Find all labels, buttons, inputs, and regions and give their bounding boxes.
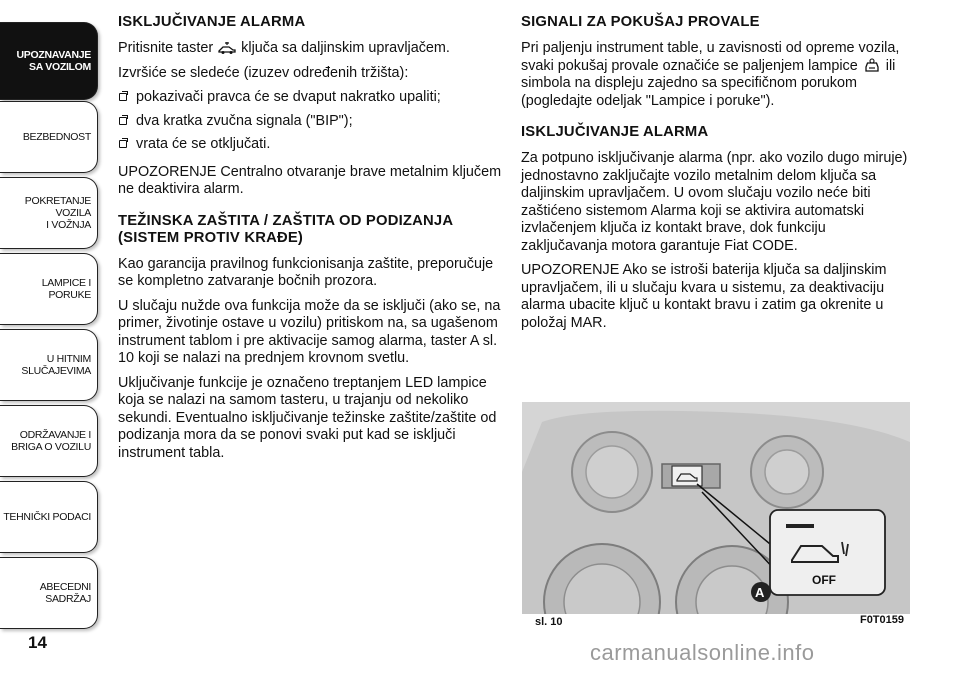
text-fragment: Pritisnite taster xyxy=(118,40,214,56)
bullet-icon xyxy=(119,117,127,125)
figure-code: F0T0159 xyxy=(859,614,904,626)
paragraph-following: Izvršiće se sledeće (izuzev određenih tržišta): xyxy=(118,64,409,81)
paragraph-intrusion xyxy=(521,40,911,110)
list-item-text: pokazivači pravca će se dvaput nakratko upaliti; xyxy=(136,89,441,105)
section-title-alarm-off-2: ISKLJUČIVANJE ALARMA xyxy=(521,124,709,140)
tab-bezbednost[interactable]: BEZBEDNOST xyxy=(0,101,98,173)
paragraph-press-key xyxy=(118,40,502,58)
left-column xyxy=(118,14,502,469)
right-column xyxy=(521,14,911,339)
list-item-text: dva kratka zvučna signala ("BIP"); xyxy=(136,112,353,129)
list-item xyxy=(118,89,502,107)
tab-hitni[interactable]: U HITNIM SLUČAJEVIMA xyxy=(0,329,98,401)
tab-odrzavanje[interactable]: ODRŽAVANJE I BRIGA O VOZILU xyxy=(0,405,98,477)
figure-caption: sl. 10 xyxy=(535,616,563,628)
text-fragment: Pri paljenju instrument table, u zavisnosti od opreme vozila, svaki pokušaj provale označiće se paljenjem lampice xyxy=(521,40,900,74)
paragraph-activation: Uključivanje funkcije je označeno treptanjem LED lampice koja se nalazi na samom tasteru, u trajanju od nekoliko sekundi. Eventualno isključivanje težinske zaštite/zaštite od podizanja mora da se ponovi svaki put kad se isključi instrument tabla. xyxy=(118,374,497,461)
text-fragment: ključa sa daljinskim upravljačem. xyxy=(241,40,450,56)
paragraph-full-off: Za potpuno isključivanje alarma (npr. ako vozilo dugo miruje) jednostavno zaključajte vozilo metalnim delom ključa sa daljinskim upravljačem. U ovom slučaju vozilo neće biti zaštićeno sistemom Alarma koji se aktivira automatski izvlačenjem ključa iz kontakt brave, dok funkciju zaključavanja motora garantuje Fiat CODE. xyxy=(521,150,908,254)
car-lock-icon xyxy=(217,41,237,55)
tab-lampice[interactable]: LAMPICE I PORUKE xyxy=(0,253,98,325)
tab-upoznavanje[interactable]: UPOZNAVANJE SA VOZILOM xyxy=(0,22,98,100)
label-a: A xyxy=(755,585,765,600)
figure-10 xyxy=(522,402,910,630)
section-title-alarm-off: ISKLJUČIVANJE ALARMA xyxy=(118,14,306,30)
warning-battery: UPOZORENJE Ako se istroši baterija ključa sa daljinskim upravljačem, ili u slučaju kvara u sistemu, za deaktivaciju alarma ubacite ključ u kontakt bravu i zatim ga okrenite u položaj MAR. xyxy=(521,262,887,331)
off-label: OFF xyxy=(812,573,836,587)
paragraph-emergency: U slučaju nužde ova funkcija može da se isključi (ako se, na primer, životinje ostave u vozilu) pritiskom na, sa ugašenom instrument tablom i pre aktivacije samog alarma, taster A sl. 10 koji se nalazi na prednjem krovnom svetlu. xyxy=(118,297,501,366)
paragraph-guarantee: Kao garancija pravilnog funkcionisanja zaštite, preporučuje se kompletno zatvaranje bočnih prozora. xyxy=(118,255,494,289)
alarm-lamp-icon xyxy=(862,58,882,74)
tab-pokretanje[interactable]: POKRETANJE VOZILA I VOŽNJA xyxy=(0,177,98,249)
bullet-icon xyxy=(119,140,127,148)
list-item xyxy=(118,136,502,154)
list-item-text: vrata će se otključati. xyxy=(136,136,271,152)
tab-abecedni[interactable]: ABECEDNI SADRŽAJ xyxy=(0,557,98,629)
figure-image xyxy=(522,402,910,614)
bullet-icon xyxy=(119,93,127,101)
roof-light-illustration xyxy=(522,402,910,614)
watermark: carmanualsonline.info xyxy=(590,640,815,665)
tab-tehnicki[interactable]: TEHNIČKI PODACI xyxy=(0,481,98,553)
section-title-intrusion: SIGNALI ZA POKUŠAJ PROVALE xyxy=(521,14,760,30)
page-number: 14 xyxy=(28,633,47,652)
warning-paragraph: UPOZORENJE Centralno otvaranje brave metalnim ključem ne deaktivira alarm. xyxy=(118,163,502,197)
text-fragment: ili simbola na displeju zajedno sa specifičnom porukom (pogledajte odeljak "Lampice i poruke"). xyxy=(521,57,896,109)
list-item xyxy=(118,113,502,131)
section-title-weight-protection: TEŽINSKA ZAŠTITA / ZAŠTITA OD PODIZANJA (SISTEM PROTIV KRAĐE) xyxy=(118,212,453,246)
bullet-list xyxy=(118,89,502,154)
